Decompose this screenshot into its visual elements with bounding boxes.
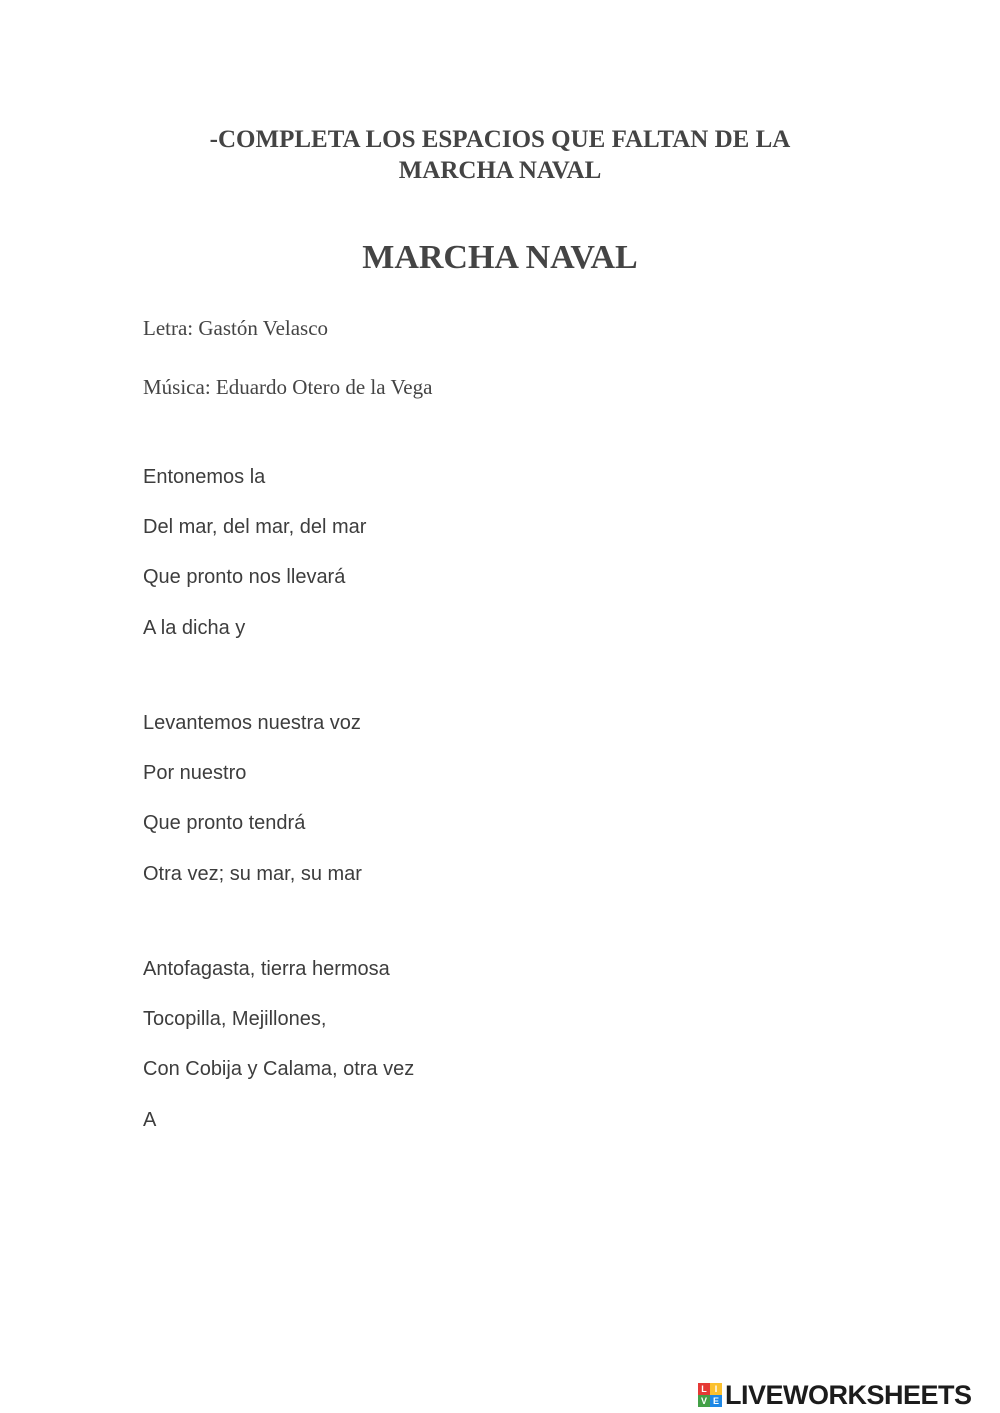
instruction-line-2: MARCHA NAVAL [398, 157, 602, 184]
logo-letter-v: V [698, 1395, 710, 1407]
lyric-line: Entonemos la [143, 466, 266, 488]
lyric-line: Que pronto tendrá [143, 812, 306, 834]
lyric-line: Con Cobija y Calama, otra vez [143, 1058, 415, 1080]
liveworksheets-logo [698, 1378, 972, 1412]
lyric-line: A la dicha y [143, 617, 246, 639]
lyric-line: Antofagasta, tierra hermosa [143, 958, 390, 980]
lyric-line: Que pronto nos llevará [143, 566, 346, 588]
lyric-line: Levantemos nuestra voz [143, 712, 361, 734]
page-title: MARCHA NAVAL [362, 239, 638, 276]
logo-letter-i: I [710, 1383, 722, 1395]
music-credit: Música: Eduardo Otero de la Vega [143, 375, 433, 399]
lyric-line: Otra vez; su mar, su mar [143, 863, 362, 885]
lyrics-credit: Letra: Gastón Velasco [143, 316, 329, 340]
lyric-line: Por nuestro [143, 762, 247, 784]
instruction-heading [0, 124, 1000, 186]
liveworksheets-brand-text: LIVEWORKSHEETS [725, 1379, 972, 1410]
lyric-line: Del mar, del mar, del mar [143, 516, 367, 538]
logo-letter-l: L [698, 1383, 710, 1395]
liveworksheets-logo-icon [698, 1383, 722, 1407]
lyric-line: Tocopilla, Mejillones, [143, 1008, 327, 1030]
logo-letter-e: E [710, 1395, 722, 1407]
lyric-line: A [143, 1109, 157, 1131]
instruction-line-1: -COMPLETA LOS ESPACIOS QUE FALTAN DE LA [209, 126, 791, 153]
